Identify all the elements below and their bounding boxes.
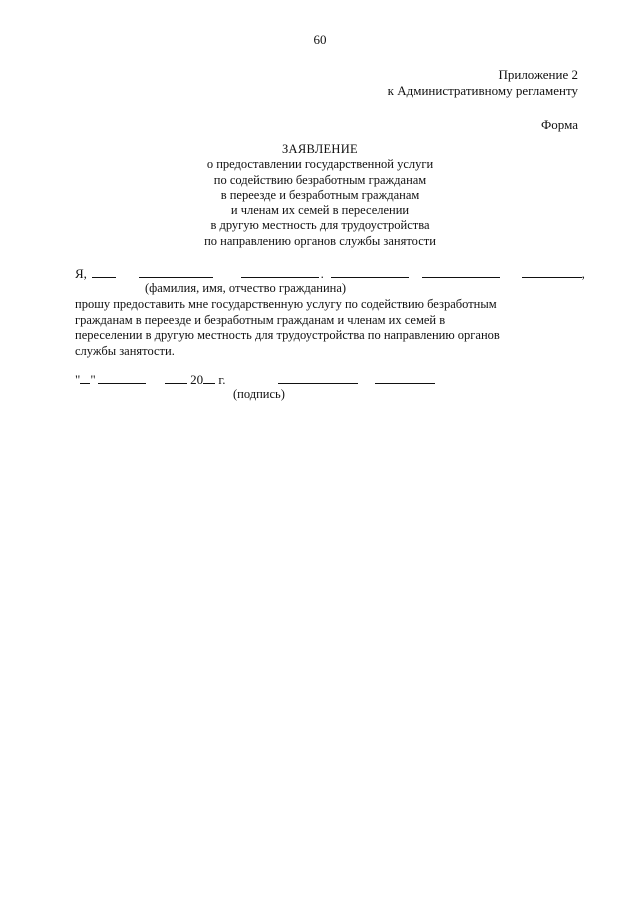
signature-caption: (подпись) — [233, 387, 285, 401]
request-text — [75, 297, 575, 359]
quote-close: " — [90, 372, 96, 387]
signature-blank[interactable] — [278, 383, 358, 384]
month-blank[interactable] — [98, 371, 146, 384]
name-blank-5[interactable] — [422, 265, 500, 278]
name-blank-4[interactable] — [331, 265, 409, 278]
applicant-prefix: Я, — [75, 266, 87, 281]
appendix-reference: к Административному регламенту — [387, 83, 578, 98]
request-line: гражданам в переезде и безработным гражданам и членам их семей в — [75, 312, 446, 327]
applicant-caption: (фамилия, имя, отчество гражданина) — [145, 281, 347, 295]
quote-open: " — [75, 372, 81, 387]
year-prefix: 20 — [190, 372, 204, 387]
applicant-name-line: Я, . , — [75, 266, 585, 281]
name-blank-3[interactable] — [241, 265, 319, 278]
date-line — [75, 371, 226, 388]
title-line: в другую местность для трудоустройства — [210, 218, 430, 233]
appendix-label: Приложение 2 — [498, 67, 578, 82]
year-suffix: г. — [218, 372, 226, 387]
title-line: по направлению органов службы занятости — [204, 233, 436, 248]
page-number: 60 — [313, 32, 327, 47]
title-line: по содействию безработным гражданам — [213, 172, 427, 187]
title-line: о предоставлении государственной услуги — [206, 157, 434, 172]
request-line: прошу предоставить мне государственную услугу по содействию безработным — [75, 297, 497, 311]
request-line: переселении в другую местность для трудоустройства по направлению органов — [75, 328, 500, 342]
year-blank-2[interactable] — [203, 371, 215, 384]
document-title: ЗАЯВЛЕНИЕ — [282, 142, 358, 156]
signature-blank-2[interactable] — [375, 383, 435, 384]
name-blank-1[interactable] — [92, 265, 116, 278]
document-title-block — [0, 142, 640, 249]
request-line: службы занятости. — [75, 343, 175, 358]
name-blank-6[interactable] — [522, 265, 582, 278]
form-label: Форма — [541, 117, 578, 132]
title-line: и членам их семей в переселении — [230, 203, 410, 218]
name-blank-2[interactable] — [139, 265, 213, 278]
day-blank[interactable] — [80, 371, 90, 384]
year-blank-1[interactable] — [165, 371, 187, 384]
title-line: в переезде и безработным гражданам — [220, 187, 420, 202]
